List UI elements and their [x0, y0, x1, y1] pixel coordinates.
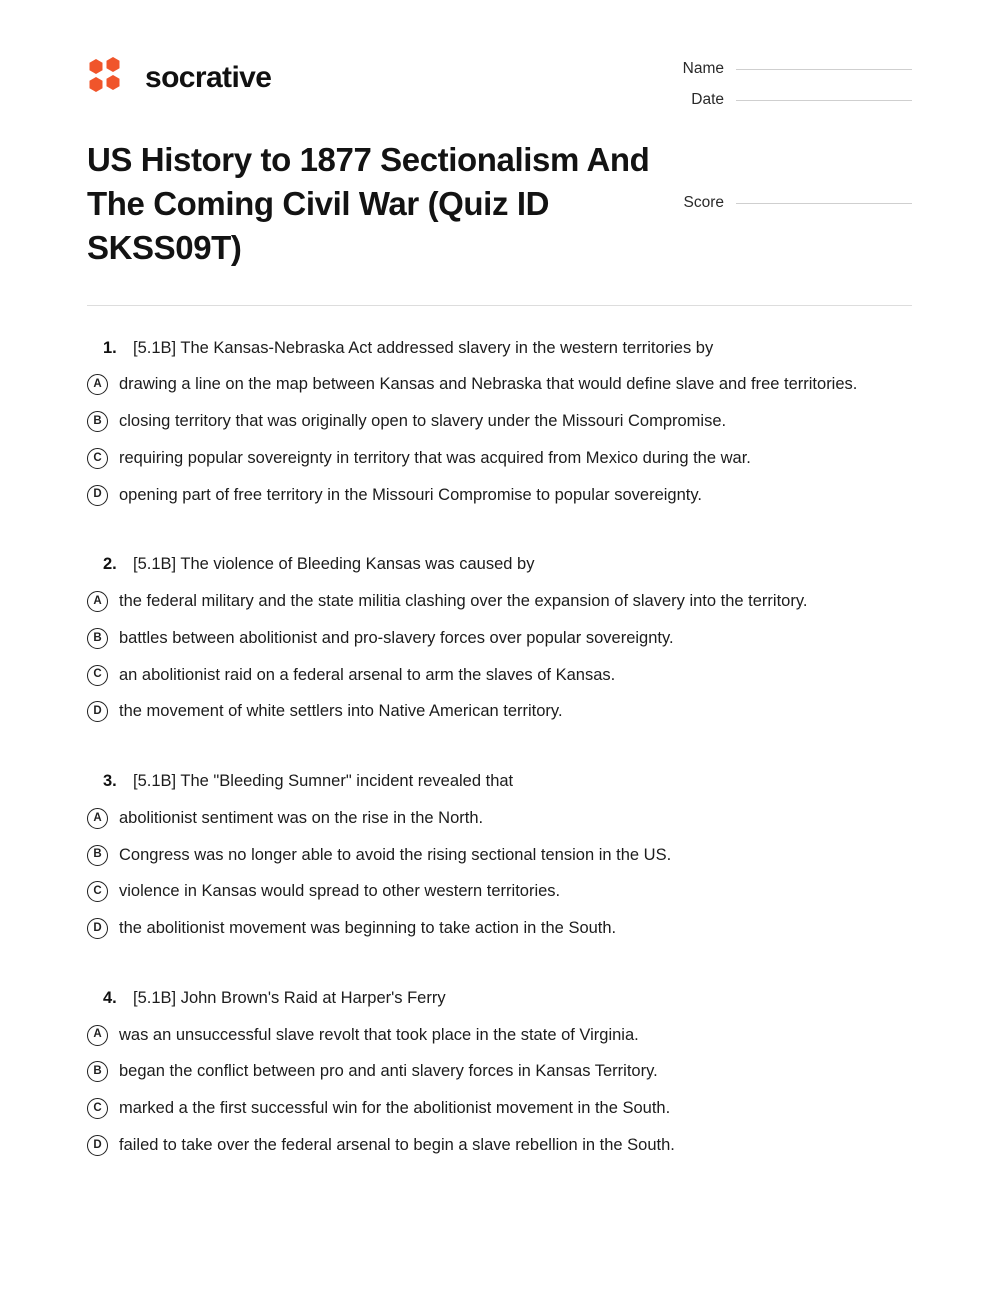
option-text: the federal military and the state militia clashing over the expansion of slavery into the territory.	[119, 592, 808, 611]
socrative-logo	[87, 56, 271, 100]
answer-option[interactable]	[87, 589, 912, 614]
question-number: 1.	[103, 338, 117, 357]
answer-options	[87, 589, 912, 724]
date-write-line[interactable]	[736, 100, 912, 101]
question-block	[87, 986, 912, 1158]
answer-option[interactable]	[87, 843, 912, 868]
option-text: marked a the first successful win for the abolitionist movement in the South.	[119, 1099, 671, 1118]
option-letter-badge[interactable]: C	[87, 448, 108, 469]
answer-option[interactable]	[87, 663, 912, 688]
answer-option[interactable]	[87, 1023, 912, 1048]
question-number: 3.	[103, 772, 117, 791]
option-letter-badge[interactable]: B	[87, 411, 108, 432]
option-letter-badge[interactable]: A	[87, 1025, 108, 1046]
option-letter-badge[interactable]: C	[87, 1098, 108, 1119]
title-zone	[0, 122, 1000, 270]
option-letter-badge[interactable]: C	[87, 665, 108, 686]
option-text: abolitionist sentiment was on the rise in the North.	[119, 808, 484, 827]
score-label: Score	[683, 194, 724, 211]
option-text: violence in Kansas would spread to other western territories.	[119, 882, 561, 901]
name-field-row	[650, 60, 912, 78]
page-header	[0, 0, 1000, 122]
option-letter-badge[interactable]: B	[87, 845, 108, 866]
option-text: opening part of free territory in the Missouri Compromise to popular sovereignty.	[119, 485, 702, 504]
answer-option[interactable]	[87, 1096, 912, 1121]
answer-option[interactable]	[87, 483, 912, 508]
option-letter-badge[interactable]: B	[87, 628, 108, 649]
option-text: battles between abolitionist and pro-slavery forces over popular sovereignty.	[119, 628, 674, 647]
answer-option[interactable]	[87, 1133, 912, 1158]
question-text: [5.1B] The "Bleeding Sumner" incident revealed that	[133, 772, 514, 791]
answer-option[interactable]	[87, 372, 912, 397]
option-text: an abolitionist raid on a federal arsenal to arm the slaves of Kansas.	[119, 665, 616, 684]
answer-option[interactable]	[87, 409, 912, 434]
option-letter-badge[interactable]: A	[87, 808, 108, 829]
answer-options	[87, 1023, 912, 1158]
option-text: began the conflict between pro and anti slavery forces in Kansas Territory.	[119, 1062, 658, 1081]
answer-option[interactable]	[87, 1059, 912, 1084]
option-letter-badge[interactable]: D	[87, 485, 108, 506]
option-letter-badge[interactable]: D	[87, 701, 108, 722]
socrative-hexagon-icon	[87, 56, 131, 100]
option-letter-badge[interactable]: D	[87, 918, 108, 939]
option-text: the movement of white settlers into Native American territory.	[119, 702, 563, 721]
name-write-line[interactable]	[736, 69, 912, 70]
question-stem	[87, 769, 912, 794]
option-text: Congress was no longer able to avoid the rising sectional tension in the US.	[119, 845, 672, 864]
question-number: 2.	[103, 555, 117, 574]
question-number: 4.	[103, 988, 117, 1007]
name-label: Name	[682, 60, 724, 77]
question-stem	[87, 336, 912, 361]
answer-options	[87, 372, 912, 507]
answer-option[interactable]	[87, 699, 912, 724]
question-text: [5.1B] The Kansas-Nebraska Act addressed slavery in the western territories by	[133, 338, 714, 357]
option-letter-badge[interactable]: C	[87, 881, 108, 902]
option-text: was an unsuccessful slave revolt that took place in the state of Virginia.	[119, 1025, 639, 1044]
answer-option[interactable]	[87, 879, 912, 904]
question-block	[87, 336, 912, 508]
question-stem	[87, 986, 912, 1011]
answer-option[interactable]	[87, 626, 912, 651]
questions-list	[0, 306, 1000, 1158]
option-letter-badge[interactable]: A	[87, 374, 108, 395]
question-block	[87, 769, 912, 941]
question-block	[87, 552, 912, 724]
question-text: [5.1B] The violence of Bleeding Kansas was caused by	[133, 555, 535, 574]
answer-option[interactable]	[87, 446, 912, 471]
answer-option[interactable]	[87, 916, 912, 941]
question-stem	[87, 552, 912, 577]
score-field-row	[684, 138, 913, 212]
answer-option[interactable]	[87, 806, 912, 831]
score-write-line[interactable]	[736, 203, 912, 204]
answer-options	[87, 806, 912, 941]
date-label: Date	[691, 91, 724, 108]
option-text: the abolitionist movement was beginning to take action in the South.	[119, 919, 617, 938]
option-text: failed to take over the federal arsenal to begin a slave rebellion in the South.	[119, 1135, 675, 1154]
socrative-wordmark: socrative	[145, 61, 272, 94]
option-letter-badge[interactable]: D	[87, 1135, 108, 1156]
question-text: [5.1B] John Brown's Raid at Harper's Ferry	[133, 988, 446, 1007]
date-field-row	[650, 91, 912, 109]
option-text: closing territory that was originally open to slavery under the Missouri Compromise.	[119, 412, 727, 431]
page-title: US History to 1877 Sectionalism And The Coming Civil War (Quiz ID SKSS09T)	[87, 141, 650, 266]
option-letter-badge[interactable]: A	[87, 591, 108, 612]
student-info-fields	[650, 50, 912, 122]
option-text: drawing a line on the map between Kansas and Nebraska that would define slave and free territories.	[119, 375, 858, 394]
option-letter-badge[interactable]: B	[87, 1061, 108, 1082]
option-text: requiring popular sovereignty in territory that was acquired from Mexico during the war.	[119, 448, 751, 467]
